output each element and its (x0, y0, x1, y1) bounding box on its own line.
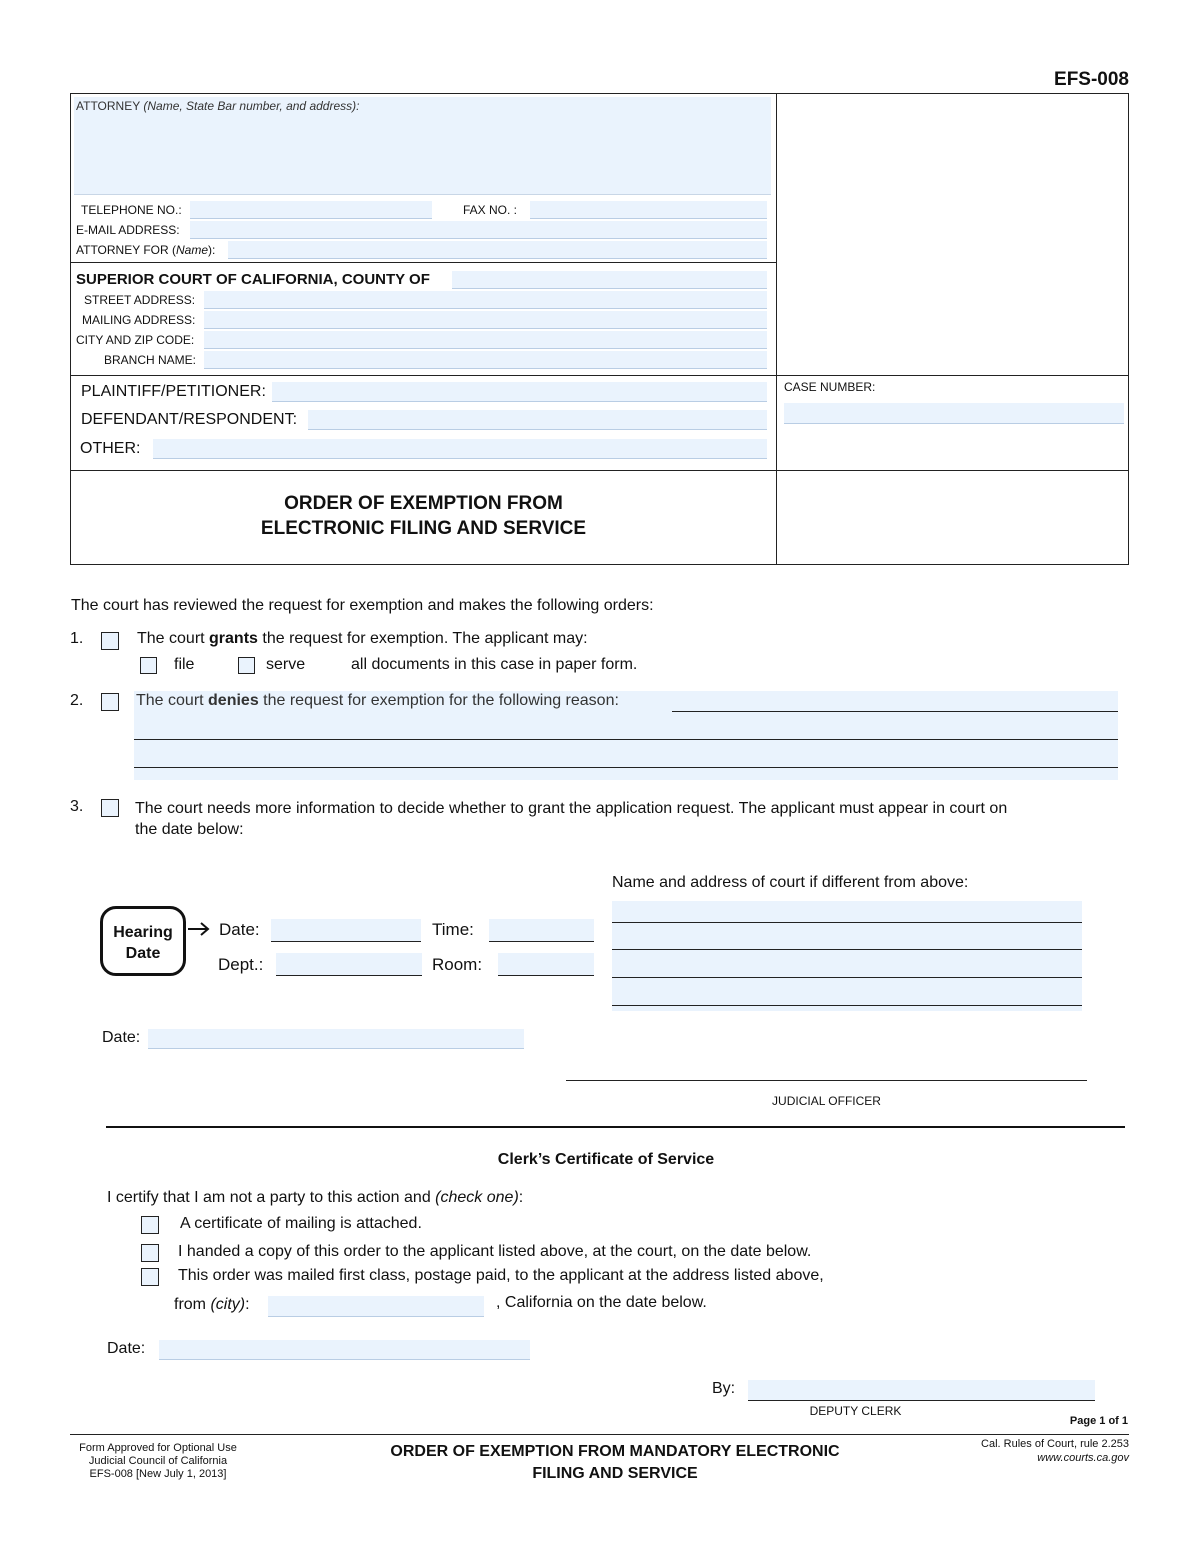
case-number-label: CASE NUMBER: (784, 380, 876, 394)
other-party-field[interactable] (153, 439, 767, 459)
serve-checkbox[interactable] (238, 657, 255, 674)
footer-left (64, 1442, 252, 1481)
certificate-option3: This order was mailed first class, postage paid, to the applicant at the address listed above, (178, 1267, 824, 1284)
more-info-checkbox[interactable] (101, 799, 119, 817)
deny-reason-line3 (134, 767, 1118, 768)
deny-reason-line2 (134, 739, 1118, 740)
from-city-field[interactable] (268, 1296, 484, 1317)
from-post: : (245, 1296, 250, 1313)
certificate-mailed-checkbox[interactable] (141, 1268, 159, 1286)
order-date-field[interactable] (148, 1029, 524, 1049)
branch-name-label: BRANCH NAME: (104, 353, 197, 367)
certificate-separator (106, 1126, 1125, 1128)
attorney-label-text: ATTORNEY (76, 99, 141, 113)
hearing-dept-label: Dept.: (218, 955, 264, 974)
item2-text (136, 692, 619, 710)
footer-right (981, 1437, 1129, 1465)
certificate-handed-checkbox[interactable] (141, 1244, 159, 1262)
item1-pre: The court (137, 630, 210, 647)
page-number: Page 1 of 1 (1069, 1415, 1128, 1427)
hearing-room-label: Room: (432, 955, 483, 974)
court-address-field[interactable] (612, 901, 1082, 1011)
from-city-hint: (city) (210, 1296, 246, 1313)
city-zip-field[interactable] (204, 331, 767, 349)
judicial-officer-signature-line[interactable] (566, 1080, 1087, 1081)
court-address-line2 (612, 949, 1082, 950)
footer-website-link[interactable]: www.courts.ca.gov (1037, 1452, 1129, 1464)
deny-checkbox[interactable] (101, 693, 119, 711)
email-field[interactable] (190, 221, 767, 239)
arrow-right-icon (188, 921, 212, 937)
deputy-clerk-label: DEPUTY CLERK (809, 1404, 902, 1418)
footer-left-line2: Judicial Council of California (88, 1455, 228, 1467)
hearing-badge-line1: Hearing (113, 924, 173, 941)
street-address-field[interactable] (204, 291, 767, 309)
file-label: file (174, 656, 195, 673)
parties-title-divider (70, 470, 1129, 471)
telephone-field[interactable] (190, 201, 432, 219)
plaintiff-label: PLAINTIFF/PETITIONER: (81, 383, 266, 400)
certificate-date-field[interactable] (159, 1340, 530, 1360)
item1-text (137, 630, 588, 648)
item2-pre: The court (136, 692, 209, 709)
deputy-clerk-signature-field[interactable] (748, 1380, 1095, 1401)
attorney-label (76, 99, 359, 113)
county-field[interactable] (452, 271, 767, 289)
hearing-time-field[interactable] (489, 919, 594, 942)
case-number-field[interactable] (784, 403, 1124, 424)
certificate-option2: I handed a copy of this order to the applicant listed above, at the court, on the date below. (178, 1243, 812, 1260)
order-date-label: Date: (102, 1029, 141, 1046)
plaintiff-field[interactable] (272, 382, 767, 402)
item2-post: the request for exemption for the following reason: (258, 692, 619, 709)
telephone-label: TELEPHONE NO.: (81, 203, 182, 217)
footer-title (330, 1441, 900, 1485)
hearing-date-field[interactable] (271, 919, 421, 942)
caption-divider (776, 93, 777, 565)
branch-name-field[interactable] (204, 351, 767, 369)
item2-number: 2. (70, 692, 84, 709)
item1-tail: all documents in this case in paper form. (351, 656, 638, 673)
certify-hint: (check one) (435, 1189, 519, 1206)
item1-post: the request for exemption. The applicant may: (257, 630, 588, 647)
from-city-label (174, 1296, 250, 1314)
item3-line2: the date below: (135, 821, 244, 838)
footer-rule-citation: Cal. Rules of Court, rule 2.253 (981, 1438, 1129, 1450)
certificate-date-label: Date: (107, 1340, 146, 1357)
court-heading: SUPERIOR COURT OF CALIFORNIA, COUNTY OF (76, 271, 430, 288)
certificate-heading: Clerk’s Certificate of Service (497, 1151, 715, 1168)
certificate-option1: A certificate of mailing is attached. (180, 1215, 422, 1232)
california-tail: , California on the date below. (496, 1294, 707, 1311)
form-id: EFS-008 (1054, 69, 1129, 90)
from-pre: from (174, 1296, 211, 1313)
intro-text: The court has reviewed the request for exemption and makes the following orders: (71, 597, 654, 614)
attorney-for-close: ): (208, 243, 216, 257)
certificate-mailing-checkbox[interactable] (141, 1216, 159, 1234)
defendant-field[interactable] (308, 410, 767, 430)
street-address-label: STREET ADDRESS: (84, 293, 196, 307)
mailing-address-field[interactable] (204, 311, 767, 329)
mailing-address-label: MAILING ADDRESS: (82, 313, 196, 327)
attorney-court-divider (70, 262, 776, 263)
certify-text (107, 1189, 523, 1207)
attorney-label-hint: (Name, State Bar number, and address): (143, 99, 360, 113)
attorney-for-label (76, 243, 215, 257)
item3-text (135, 798, 1115, 840)
judicial-officer-label: JUDICIAL OFFICER (772, 1094, 881, 1108)
footer-left-line3: EFS-008 [New July 1, 2013] (89, 1468, 227, 1480)
hearing-badge-line2: Date (125, 945, 161, 962)
form-title-line2: ELECTRONIC FILING AND SERVICE (260, 518, 587, 539)
form-title (71, 491, 776, 541)
hearing-room-field[interactable] (498, 953, 594, 976)
form-title-line1: ORDER OF EXEMPTION FROM (284, 493, 563, 514)
deny-reason-line1 (672, 711, 1118, 712)
item3-number: 3. (70, 798, 84, 815)
by-label: By: (712, 1380, 736, 1397)
serve-label: serve (266, 656, 306, 673)
fax-field[interactable] (530, 201, 767, 219)
other-label: OTHER: (80, 440, 141, 457)
hearing-dept-field[interactable] (276, 953, 422, 976)
court-parties-divider (70, 375, 1129, 376)
defendant-label: DEFENDANT/RESPONDENT: (81, 411, 298, 428)
footer-title-line2: FILING AND SERVICE (532, 1465, 698, 1482)
court-address-line3 (612, 977, 1082, 978)
certify-post: : (518, 1189, 524, 1206)
hearing-time-label: Time: (432, 920, 474, 939)
hearing-date-badge (100, 906, 186, 976)
court-address-label: Name and address of court if different from above: (612, 874, 969, 891)
item2-denies: denies (208, 692, 259, 709)
item1-grants: grants (209, 630, 258, 647)
email-label: E-MAIL ADDRESS: (76, 223, 180, 237)
grant-checkbox[interactable] (101, 632, 119, 650)
attorney-for-field[interactable] (228, 241, 767, 259)
file-checkbox[interactable] (140, 657, 157, 674)
item3-line1: The court needs more information to decide whether to grant the application request. The applicant must appear in court on (135, 800, 1008, 817)
footer-title-line1: ORDER OF EXEMPTION FROM MANDATORY ELECTRONIC (390, 1443, 840, 1460)
footer-left-line1: Form Approved for Optional Use (79, 1442, 237, 1454)
footer-rule (70, 1434, 1129, 1435)
hearing-date-label: Date: (219, 920, 260, 939)
city-zip-label: CITY AND ZIP CODE: (76, 333, 195, 347)
fax-label: FAX NO. : (463, 203, 518, 217)
attorney-for-text: ATTORNEY FOR ( (76, 243, 177, 257)
certify-pre: I certify that I am not a party to this action and (107, 1189, 436, 1206)
court-address-line4 (612, 1005, 1082, 1006)
court-address-line1 (612, 922, 1082, 923)
item1-number: 1. (70, 630, 84, 647)
attorney-for-name-hint: Name (176, 243, 209, 257)
